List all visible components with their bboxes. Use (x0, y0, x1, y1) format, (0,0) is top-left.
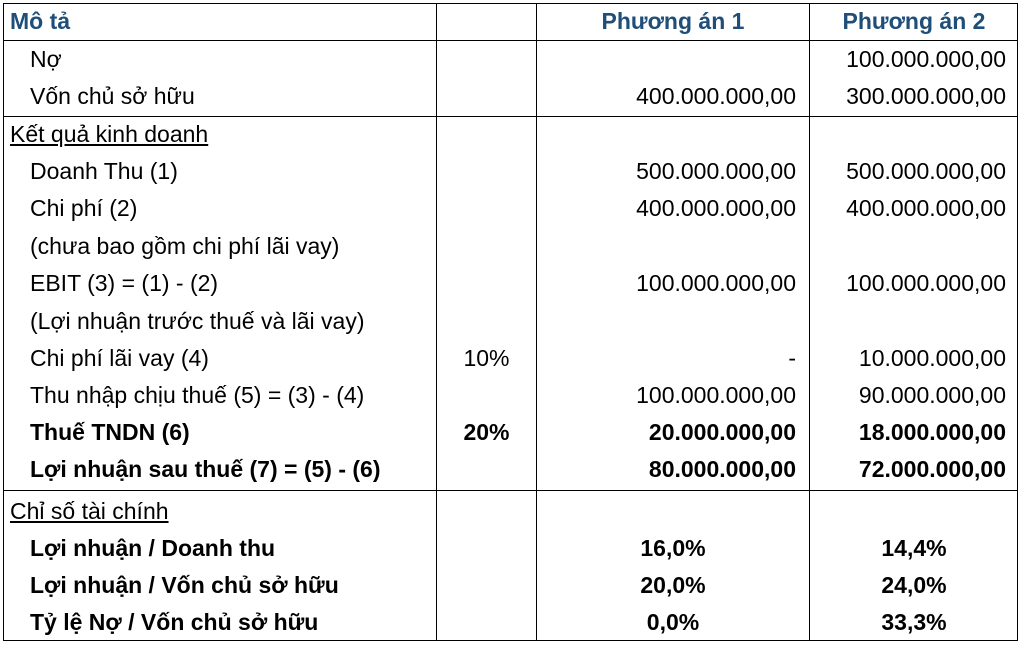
taxable-income-label: Thu nhập chịu thuế (5) = (3) - (4) (30, 382, 365, 408)
costs-option-1: 400.000.000,00 (636, 195, 796, 221)
header-option-1: Phương án 1 (601, 8, 745, 34)
revenue-option-1: 500.000.000,00 (636, 158, 796, 184)
equity-label: Vốn chủ sở hữu (30, 83, 195, 109)
header-description: Mô tả (10, 8, 71, 34)
grid-line (3, 490, 1018, 491)
interest-option-1: - (788, 345, 796, 371)
grid-line (1017, 3, 1018, 640)
grid-line (536, 3, 537, 640)
roe-option-2: 24,0% (881, 572, 947, 598)
margin-option-2: 14,4% (881, 535, 947, 561)
tax-option-2: 18.000.000,00 (858, 419, 1006, 445)
net-profit-option-2: 72.000.000,00 (858, 456, 1006, 482)
net-profit-option-1: 80.000.000,00 (648, 456, 796, 482)
tax-rate: 20% (463, 419, 510, 445)
roe-option-1: 20,0% (640, 572, 706, 598)
net-profit-label: Lợi nhuận sau thuế (7) = (5) - (6) (30, 456, 381, 482)
equity-option-1: 400.000.000,00 (636, 83, 796, 109)
revenue-option-2: 500.000.000,00 (846, 158, 1006, 184)
roe-label: Lợi nhuận / Vốn chủ sở hữu (30, 572, 339, 598)
header-option-2: Phương án 2 (842, 8, 986, 34)
tax-option-1: 20.000.000,00 (648, 419, 796, 445)
interest-option-2: 10.000.000,00 (858, 345, 1006, 371)
ebit-label: EBIT (3) = (1) - (2) (30, 270, 219, 296)
margin-label: Lợi nhuận / Doanh thu (30, 535, 276, 561)
ebit-option-2: 100.000.000,00 (846, 270, 1006, 296)
costs-option-2: 400.000.000,00 (846, 195, 1006, 221)
results-section-title: Kết quả kinh doanh (10, 121, 209, 147)
tax-label: Thuế TNDN (6) (30, 419, 190, 445)
margin-option-1: 16,0% (640, 535, 706, 561)
costs-note: (chưa bao gồm chi phí lãi vay) (30, 233, 340, 259)
taxable-income-option-2: 90.000.000,00 (858, 382, 1006, 408)
revenue-label: Doanh Thu (1) (30, 158, 178, 184)
interest-label: Chi phí lãi vay (4) (30, 345, 209, 371)
ebit-option-1: 100.000.000,00 (636, 270, 796, 296)
costs-label: Chi phí (2) (30, 195, 138, 221)
grid-line (809, 3, 810, 640)
leverage-label: Tỷ lệ Nợ / Vốn chủ sở hữu (30, 609, 319, 635)
leverage-option-1: 0,0% (646, 609, 700, 635)
ratios-section-title: Chỉ số tài chính (10, 498, 169, 524)
grid-line (436, 3, 437, 640)
debt-option-2: 100.000.000,00 (846, 46, 1006, 72)
grid-line (3, 3, 4, 640)
taxable-income-option-1: 100.000.000,00 (636, 382, 796, 408)
interest-rate: 10% (463, 345, 510, 371)
equity-option-2: 300.000.000,00 (846, 83, 1006, 109)
debt-option-1 (538, 41, 796, 78)
debt-label: Nợ (30, 46, 62, 72)
leverage-option-2: 33,3% (881, 609, 947, 635)
ebit-note: (Lợi nhuận trước thuế và lãi vay) (30, 308, 365, 334)
